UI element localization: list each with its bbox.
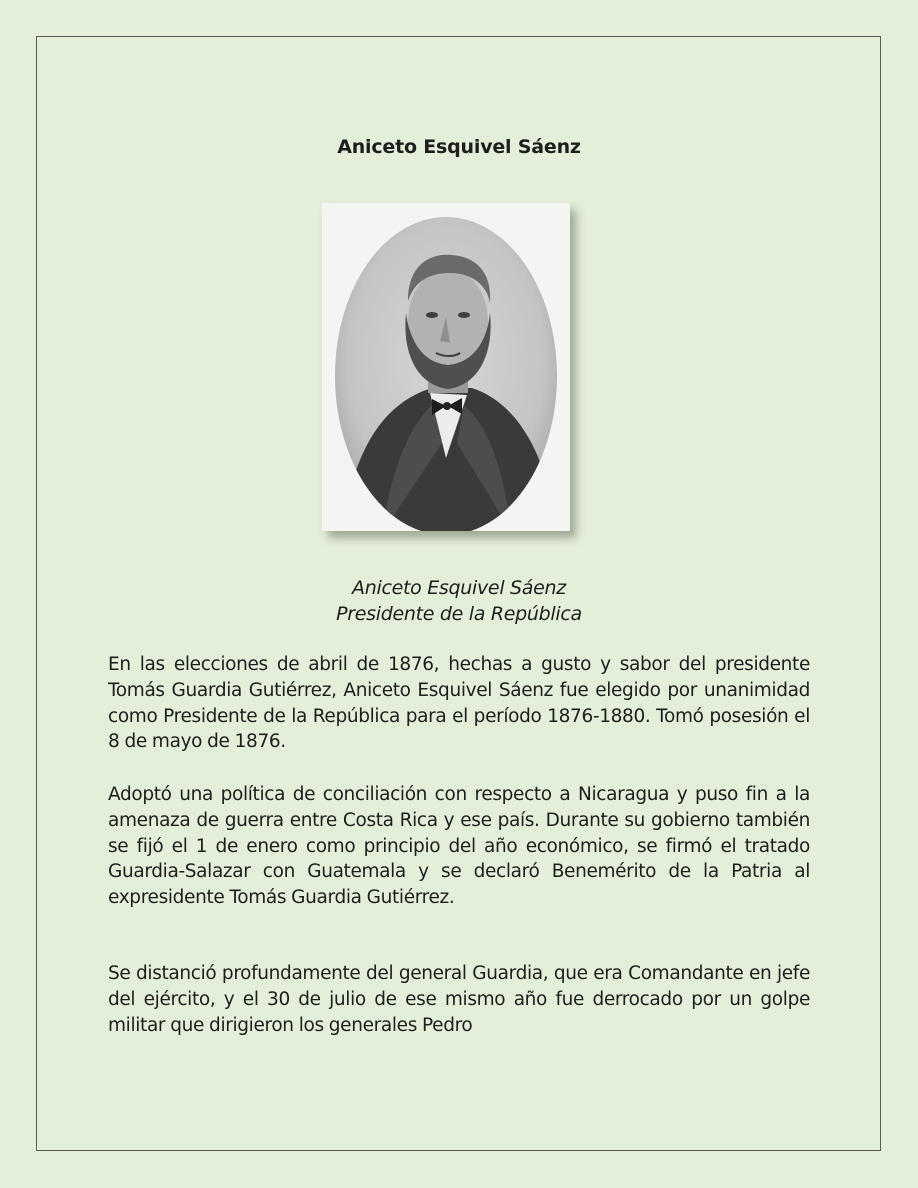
photo-caption-role: Presidente de la República <box>336 603 582 625</box>
photo-caption-name: Aniceto Esquivel Sáenz <box>352 577 566 599</box>
portrait-photo <box>322 203 570 531</box>
paragraph-1: En las elecciones de abril de 1876, hechas a gusto y sabor del presidente Tomás Guardia Gutiérrez, Aniceto Esquivel Sáenz fue elegido por unanimidad como Presidente de la República para el período 1876-1880. Tomó posesión el 8 de mayo de 1876. <box>108 654 810 753</box>
paragraph-2: Adoptó una política de conciliación con respecto a Nicaragua y puso fin a la amenaza de guerra entre Costa Rica y ese país. Durante su gobierno también se fijó el 1 de enero como principio del año económico, se firmó el tratado Guardia-Salazar con Guatemala y se declaró Benemérito de la Patria al expresidente Tomás Guardia Gutiérrez. <box>108 784 810 909</box>
document-title: Aniceto Esquivel Sáenz <box>337 136 581 158</box>
paragraph-3: Se distanció profundamente del general Guardia, que era Comandante en jefe del ejército, y el 30 de julio de ese mismo año fue derrocado por un golpe militar que dirigieron los generales Pedro <box>108 963 810 1036</box>
